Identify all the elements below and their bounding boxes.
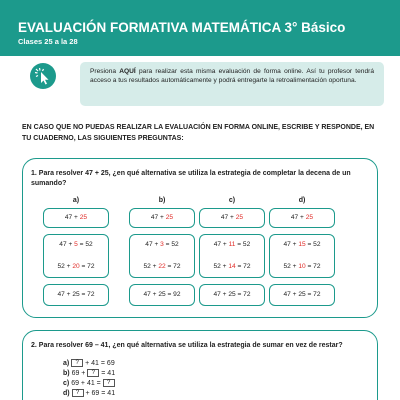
- answer-box: ?: [72, 389, 84, 397]
- option-top-box: 47 + 25: [199, 208, 265, 228]
- online-notice: [16, 62, 384, 106]
- option-top-box: 47 + 25: [43, 208, 109, 228]
- question-1-text: 1. Para resolver 47 + 25, ¿en qué alternativa se utiliza la estrategia de completar la decena de un sumando?: [31, 170, 351, 187]
- page-title: EVALUACIÓN FORMATIVA MATEMÁTICA 3° Básico: [18, 20, 346, 35]
- question-1-card: [22, 158, 378, 318]
- option-letter: a): [72, 197, 80, 204]
- option-bottom-box: 47 + 25 = 72: [43, 284, 109, 306]
- option-d[interactable]: [269, 196, 335, 306]
- q2-option-b[interactable]: b) 69 + ? = 41: [63, 370, 116, 377]
- question-2-card: [22, 330, 378, 400]
- option-a[interactable]: [43, 196, 109, 306]
- option-middle-box: 47 + 11 = 52 52 + 14 = 72: [199, 234, 265, 278]
- notice-prefix: Presiona: [90, 68, 120, 75]
- notice-text: [80, 62, 384, 106]
- option-letter: b): [158, 197, 166, 204]
- option-top-box: 47 + 25: [269, 208, 335, 228]
- option-middle-box: 47 + 5 = 52 52 + 20 = 72: [43, 234, 109, 278]
- option-top-box: 47 + 25: [129, 208, 195, 228]
- option-bottom-box: 47 + 25 = 72: [269, 284, 335, 306]
- instruction-text: EN CASO QUE NO PUEDAS REALIZAR LA EVALUACIÓN EN FORMA ONLINE, ESCRIBE Y RESPONDE, EN TU CUADERNO, LAS SIGUIENTES PREGUNTAS:: [22, 124, 375, 142]
- page-subtitle: Clases 25 a la 28: [18, 37, 78, 46]
- option-middle-box: 47 + 15 = 52 52 + 10 = 72: [269, 234, 335, 278]
- answer-box: ?: [87, 369, 99, 377]
- click-pointer-icon[interactable]: [30, 63, 56, 89]
- q2-option-d[interactable]: d) ? + 69 = 41: [63, 390, 116, 397]
- question-2-text: 2. Para resolver 69 – 41, ¿en qué alternativa se utiliza la estrategia de sumar en vez de restar?: [31, 342, 343, 349]
- option-letter: c): [228, 197, 236, 204]
- q2-option-c[interactable]: c) 69 + 41 = ?: [63, 379, 115, 388]
- online-link[interactable]: AQUÍ: [119, 68, 136, 75]
- q2-option-a[interactable]: a) ? + 41 = 69: [63, 360, 115, 367]
- option-middle-box: 47 + 3 = 52 52 + 22 = 72: [129, 234, 195, 278]
- option-bottom-box: 47 + 25 = 72: [199, 284, 265, 306]
- option-c[interactable]: [199, 196, 265, 306]
- answer-box: ?: [103, 379, 115, 387]
- notice-body: para realizar esta misma evaluación de forma online. Así tu profesor tendrá acceso a tus resultados automáticamente y podrá entregarte la retroalimentación oportuna.: [90, 68, 374, 85]
- option-b[interactable]: [129, 196, 195, 306]
- answer-box: ?: [71, 359, 83, 367]
- page-header: [0, 0, 400, 56]
- option-bottom-box: 47 + 25 = 92: [129, 284, 195, 306]
- option-letter: d): [298, 197, 306, 204]
